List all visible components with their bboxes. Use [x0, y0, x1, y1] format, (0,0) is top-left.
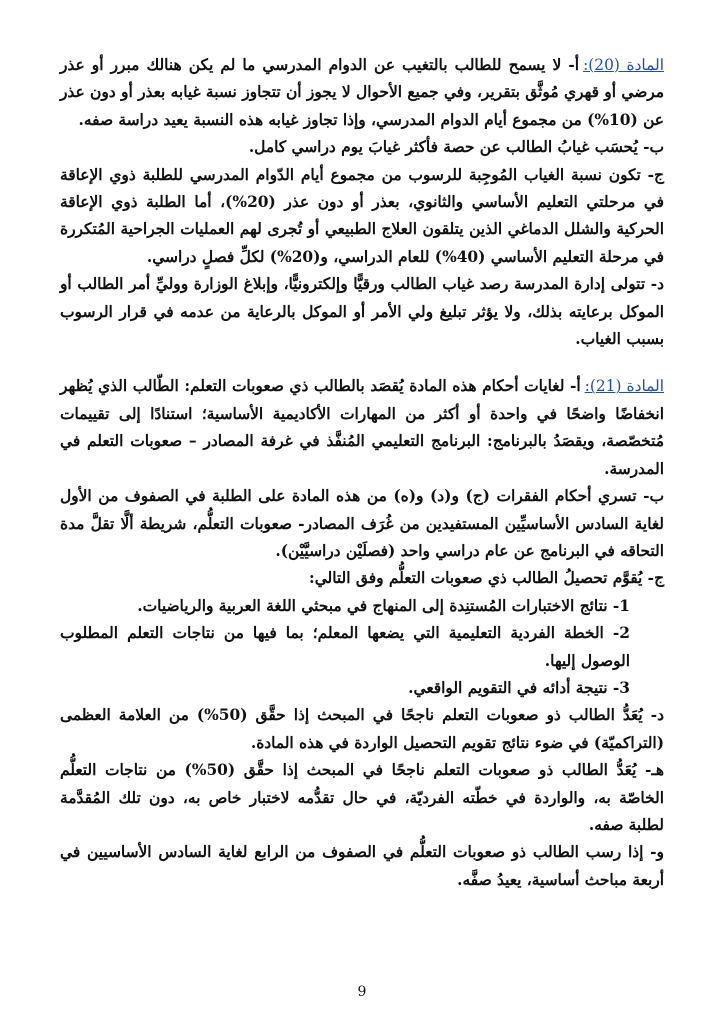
article-20-item-b: ب- يُحسَب غيابُ الطالب عن حصة فأكثر غيابَ يوم دراسي كامل. — [248, 138, 664, 157]
article-20-item-c: ج- تكون نسبة الغياب المُوجِبة للرسوب من مجموع أيام الدّوام المدرسي للطلبة ذوي الإعاقة في مرحلتي التعليم الأساسي والثانوي، بعذر أو دون عذر (20%)، أما الطلبة ذوي الإعاقة الحركية والشلل الدماغي الذين يتلقون العلاج الطبيعي أو تُجرى لهم العمليات الجراحية المُتكررة في مرحلة التعليم الأساسي (40%) للعام الدراسي، و(20%) لكلِّ فصلٍ دراسي. — [60, 165, 665, 266]
article-21-item-a: المادة (21):أ- لغايات أحكام هذه المادة يُقصَد بالطالب ذي صعوبات التعلم: الطّالب الذي يُظهر انخفاضًا واضحًا في واحدة أو أكثر من المهارات الأكاديمية الأساسية؛ استنادًا إلى تقييمات مُتخصّصة، ويقصَدُ بالبرنامج: البرنامج التعليمي المُنفَّذ في غرفة المصادر – صعوبات التعلم في المدرسة. — [60, 377, 665, 478]
document-page — [60, 52, 664, 894]
article-21-item-c-1: 1- نتائج الاختبارات المُستنِدة إلى المنهاج في مبحثي اللغة العربية والرياضيات. — [137, 596, 630, 615]
article-20-item-a: المادة (20):أ- لا يسمح للطالب بالتغيب عن الدوام المدرسي ما لم يكن هنالك مبرر أو عذر مرضي أو قهري مُوثَّق بتقرير، وفي جميع الأحوال لا يجوز أن تتجاوز نسبة غيابه بعذر أو دون عذر عن (10%) من مجموع أيام الدوام المدرسي، وإذا تجاوز غيابه هذه النسبة يعيد دراسة صفه. — [60, 56, 664, 129]
article-21-item-c-3: 3- نتيجة أدائه في التقويم الواقعي. — [408, 678, 630, 697]
article-21-item-w: و- إذا رسب الطالب ذو صعوبات التعلُّم في الصفوف من الرابع لغاية السادس الأساسيين في أربعة مباحث أساسية، يعيدُ صفَّه. — [60, 843, 664, 889]
article-21-item-d: د- يُعَدُّ الطالب ذو صعوبات التعلم ناجحًا في المبحث إذا حقَّق (50%) من العلامة العظمى (التراكميّة) في ضوء نتائج تقويم التحصيل الواردة في هذه المادة. — [60, 706, 664, 752]
article-20 — [60, 52, 664, 353]
page-number: 9 — [357, 984, 367, 1000]
article-20-item-d: د- تتولى إدارة المدرسة رصد غياب الطالب ورقيًّا وإلكترونيًّا، وإبلاغ الوزارة ووليِّ أمر الطالب أو الموكل برعايته بذلك، ولا يؤثر تبليغ ولي الأمر أو الموكل بالرعاية من عدمه في قرار الرسوب بسبب الغياب. — [60, 275, 664, 349]
article-21-item-c: ج- يُقوَّم تحصيلُ الطالب ذي صعوبات التعلُّم وفق التالي: — [309, 569, 664, 588]
article-21 — [60, 373, 664, 894]
article-21-item-b: ب- تسري أحكام الفقرات (ج) و(د) و(ه) من هذه المادة على الطلبة في الصفوف من الأول لغاية السادس الأساسيِّين المستفيدين من غُرَف المصادر- صعوبات التعلُّم، شريطة ألَّا تقلَّ مدة التحاقه في البرنامج عن عام دراسي واحد (فصلَيْن دراسيَّيْن). — [60, 487, 664, 560]
article-21-item-c-2: 2- الخطة الفردية التعليمية التي يضعها المعلم؛ بما فيها من نتاجات التعلم المطلوب الوصول إليها. — [60, 624, 630, 670]
article-21-item-h: هـ- يُعَدُّ الطالب ذو صعوبات التعلم ناجحًا في المبحث إذا حقَّق (50%) من نتاجات التعلُّم الخاصّة به، والواردة في خطّته الفرديّة، في حال تقدُّمه لاختبار خاص به، دون تلك المُقدَّمة لطلبة صفه. — [60, 761, 665, 834]
article-20-label: المادة (20): — [583, 56, 664, 74]
article-21-label: المادة (21): — [584, 377, 665, 396]
